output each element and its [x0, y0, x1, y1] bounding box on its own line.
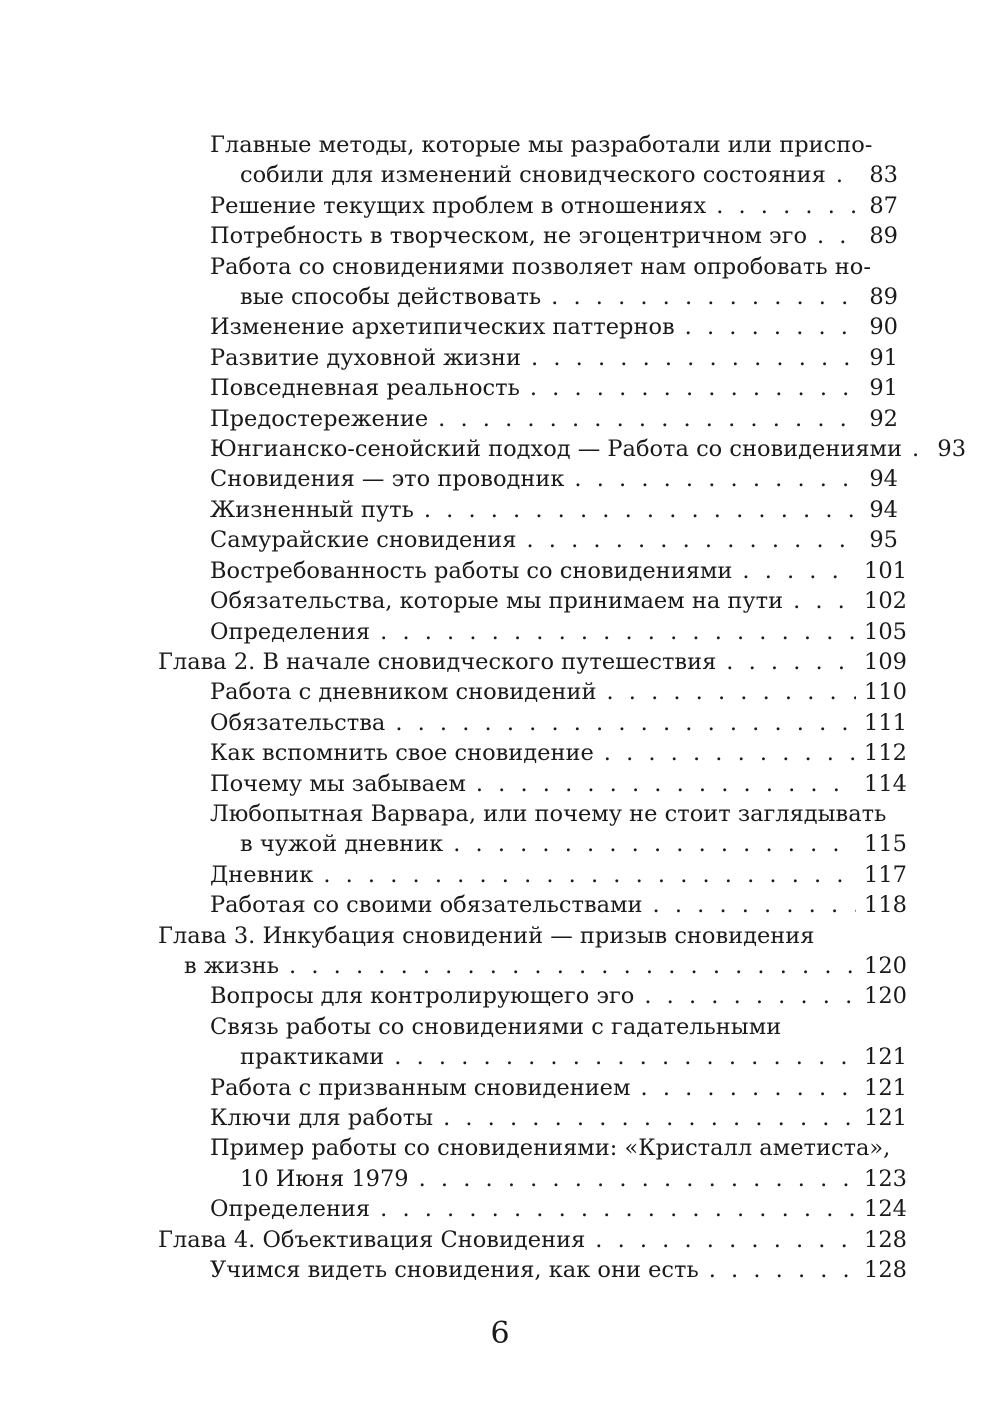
- dot-leader: [530, 373, 856, 403]
- toc-entry-title: Вопросы для контролирующего эго: [210, 983, 635, 1010]
- toc-section-line: [158, 1012, 898, 1042]
- toc-page-number: 121: [864, 1105, 907, 1131]
- toc-section-line: [158, 434, 967, 464]
- dot-leader: [817, 221, 856, 251]
- dot-leader: [595, 1225, 856, 1255]
- dot-leader: [716, 191, 856, 221]
- dot-leader: [394, 1042, 856, 1072]
- toc-section-line: [158, 586, 907, 616]
- dot-leader: [395, 708, 856, 738]
- toc-page-number: 95: [869, 527, 898, 554]
- toc-entry-title: Юнгианско-сенойский подход — Работа со сновидениями: [210, 436, 903, 463]
- toc-section-line: [158, 404, 898, 434]
- toc-section-line: [158, 556, 907, 586]
- toc-entry-title: Жизненный путь: [210, 496, 414, 523]
- toc-entry-title: Обязательства: [210, 709, 386, 736]
- toc-section-line: [158, 1073, 907, 1103]
- toc-entry-title: Обязательства, которые мы принимаем на пути: [210, 588, 784, 615]
- dot-leader: [424, 495, 856, 525]
- toc-page-number: 121: [864, 1044, 907, 1071]
- dot-leader: [641, 1073, 856, 1103]
- toc-chapter-line: [158, 647, 907, 677]
- dot-leader: [380, 617, 856, 647]
- toc-page-number: 89: [869, 223, 898, 250]
- dot-leader: [742, 556, 856, 586]
- toc-entry-title: Самурайские сновидения: [210, 527, 517, 554]
- toc-page-number: 110: [864, 679, 907, 706]
- dot-leader: [726, 647, 856, 677]
- dot-leader: [685, 312, 856, 342]
- toc-page-number: 89: [869, 284, 898, 311]
- toc-page-number: 93: [937, 436, 967, 463]
- dot-leader: [453, 829, 856, 859]
- toc-section-line: [158, 677, 907, 707]
- toc-section-line: [158, 981, 907, 1011]
- toc-section-line: [158, 495, 898, 525]
- toc-entry-title: Работа с дневником сновидений: [210, 679, 597, 706]
- toc-page-number: 94: [869, 496, 898, 523]
- dot-leader: [476, 769, 856, 799]
- toc-page-number: 114: [864, 770, 907, 797]
- toc-section-line: [158, 1133, 898, 1163]
- toc-section-line: [158, 343, 898, 373]
- toc-page-number: 111: [864, 709, 907, 736]
- toc-entry-title: Повседневная реальность: [210, 375, 520, 402]
- toc-entry-title: Дневник: [210, 861, 314, 888]
- toc-section-line: [158, 617, 907, 647]
- toc-page-number: 115: [864, 831, 907, 858]
- toc-page-number: 91: [869, 344, 898, 371]
- toc-page-number: 87: [869, 192, 898, 219]
- toc-entry-title: Пример работы со сновидениями: «Кристалл аметиста»,: [210, 1135, 891, 1162]
- toc-entry-title: Ключи для работы: [210, 1105, 434, 1131]
- toc-entry-title: Развитие духовной жизни: [210, 344, 522, 371]
- toc-entry-title: Связь работы со сновидениями с гадательными: [210, 1013, 782, 1040]
- page-number: 6: [490, 1316, 510, 1351]
- dot-leader: [526, 525, 856, 555]
- toc-entry-title: Как вспомнить свое сновидение: [210, 740, 594, 767]
- toc-page-number: 105: [864, 618, 907, 645]
- toc-section-line: [158, 160, 898, 190]
- dot-leader: [419, 1164, 856, 1194]
- toc-entry-title: вые способы действовать: [240, 284, 542, 311]
- toc-chapter-line: [158, 921, 898, 951]
- dot-leader: [531, 343, 856, 373]
- toc-entry-title: Работая со своими обязательствами: [210, 892, 643, 919]
- toc-chapter-line: [158, 951, 907, 981]
- toc-entry-title: 10 Июня 1979: [240, 1165, 409, 1192]
- toc-entry-title: Востребованность работы со сновидениями: [210, 557, 733, 584]
- toc-chapter-line: [158, 1225, 907, 1255]
- toc-entry-title: Потребность в творческом, не эгоцентричном эго: [210, 223, 807, 250]
- toc-section-line: [158, 860, 907, 890]
- toc-entry-title: Учимся видеть сновидения, как они есть: [210, 1257, 699, 1284]
- toc-page-number: 128: [864, 1226, 907, 1253]
- toc-entry-title: Работа с призванным сновидением: [210, 1074, 631, 1101]
- toc-entry-title: Глава 3. Инкубация сновидений — призыв сновидения: [158, 922, 815, 949]
- toc-page-number: 94: [869, 466, 898, 493]
- toc-section-line: [158, 708, 907, 738]
- dot-leader: [709, 1255, 856, 1285]
- toc-page-number: 121: [864, 1074, 907, 1101]
- toc-page-number: 128: [864, 1257, 907, 1284]
- toc-section-line: [158, 769, 907, 799]
- toc-entry-title: Почему мы забываем: [210, 770, 466, 797]
- toc-section-line: [158, 252, 898, 282]
- toc-entry-title: в жизнь: [184, 952, 280, 979]
- dot-leader: [604, 738, 856, 768]
- toc-entry-title: Работа со сновидениями позволяет нам опробовать но-: [210, 253, 871, 280]
- toc-page-number: 102: [864, 588, 907, 615]
- dot-leader: [653, 890, 856, 920]
- toc-section-line: [158, 525, 898, 555]
- toc-entry-title: собили для изменений сновидческого состояния: [240, 162, 826, 189]
- toc-page-number: 124: [864, 1196, 907, 1223]
- dot-leader: [606, 677, 856, 707]
- toc-entry-title: Глава 2. В начале сновидческого путешествия: [158, 648, 717, 675]
- toc-entry-title: Сновидения — это проводник: [210, 466, 565, 493]
- toc-section-line: [158, 464, 898, 494]
- toc-entry-title: практиками: [240, 1044, 385, 1071]
- toc-entry-title: Изменение архетипических паттернов: [210, 314, 675, 341]
- table-of-contents: [158, 130, 967, 1285]
- toc-page-number: 117: [864, 861, 907, 888]
- toc-entry-title: Решение текущих проблем в отношениях: [210, 192, 707, 219]
- toc-entry-title: Главные методы, которые мы разработали или приспо-: [210, 132, 873, 158]
- toc-section-line: [158, 191, 898, 221]
- toc-entry-title: Любопытная Варвара, или почему не стоит заглядывать: [210, 800, 887, 827]
- toc-section-line: [158, 1194, 907, 1224]
- dot-leader: [793, 586, 856, 616]
- toc-entry-title: Предостережение: [210, 405, 429, 432]
- toc-entry-title: Глава 4. Объективация Сновидения: [158, 1226, 586, 1253]
- toc-page-number: 90: [869, 314, 898, 341]
- dot-leader: [438, 404, 856, 434]
- toc-page-number: 120: [864, 983, 907, 1010]
- toc-section-line: [158, 1042, 907, 1072]
- toc-page-number: 83: [869, 162, 898, 189]
- dot-leader: [380, 1194, 856, 1224]
- dot-leader: [323, 860, 856, 890]
- toc-page-number: 91: [869, 375, 898, 402]
- toc-section-line: [158, 130, 898, 160]
- dot-leader: [644, 981, 856, 1011]
- toc-section-line: [158, 1255, 907, 1285]
- toc-entry-title: в чужой дневник: [240, 831, 444, 858]
- toc-section-line: [158, 890, 907, 920]
- toc-section-line: [158, 738, 907, 768]
- toc-entry-title: Определения: [210, 618, 371, 645]
- dot-leader: [912, 434, 924, 464]
- toc-page-number: 118: [864, 892, 907, 919]
- toc-page-number: 123: [864, 1165, 907, 1192]
- toc-section-line: [158, 312, 898, 342]
- dot-leader: [574, 464, 856, 494]
- toc-page-number: 112: [864, 740, 907, 767]
- dot-leader: [443, 1103, 856, 1133]
- toc-section-line: [158, 829, 907, 859]
- toc-section-line: [158, 282, 898, 312]
- toc-section-line: [158, 1103, 907, 1133]
- toc-section-line: [158, 373, 898, 403]
- toc-page-number: 92: [869, 405, 898, 432]
- toc-section-line: [158, 1164, 907, 1194]
- dot-leader: [551, 282, 856, 312]
- dot-leader: [289, 951, 856, 981]
- toc-page-number: 109: [864, 648, 907, 675]
- toc-entry-title: Определения: [210, 1196, 371, 1223]
- toc-page-number: 120: [864, 952, 907, 979]
- toc-section-line: [158, 799, 898, 829]
- toc-page-number: 101: [864, 557, 907, 584]
- toc-section-line: [158, 221, 898, 251]
- dot-leader: [836, 160, 856, 190]
